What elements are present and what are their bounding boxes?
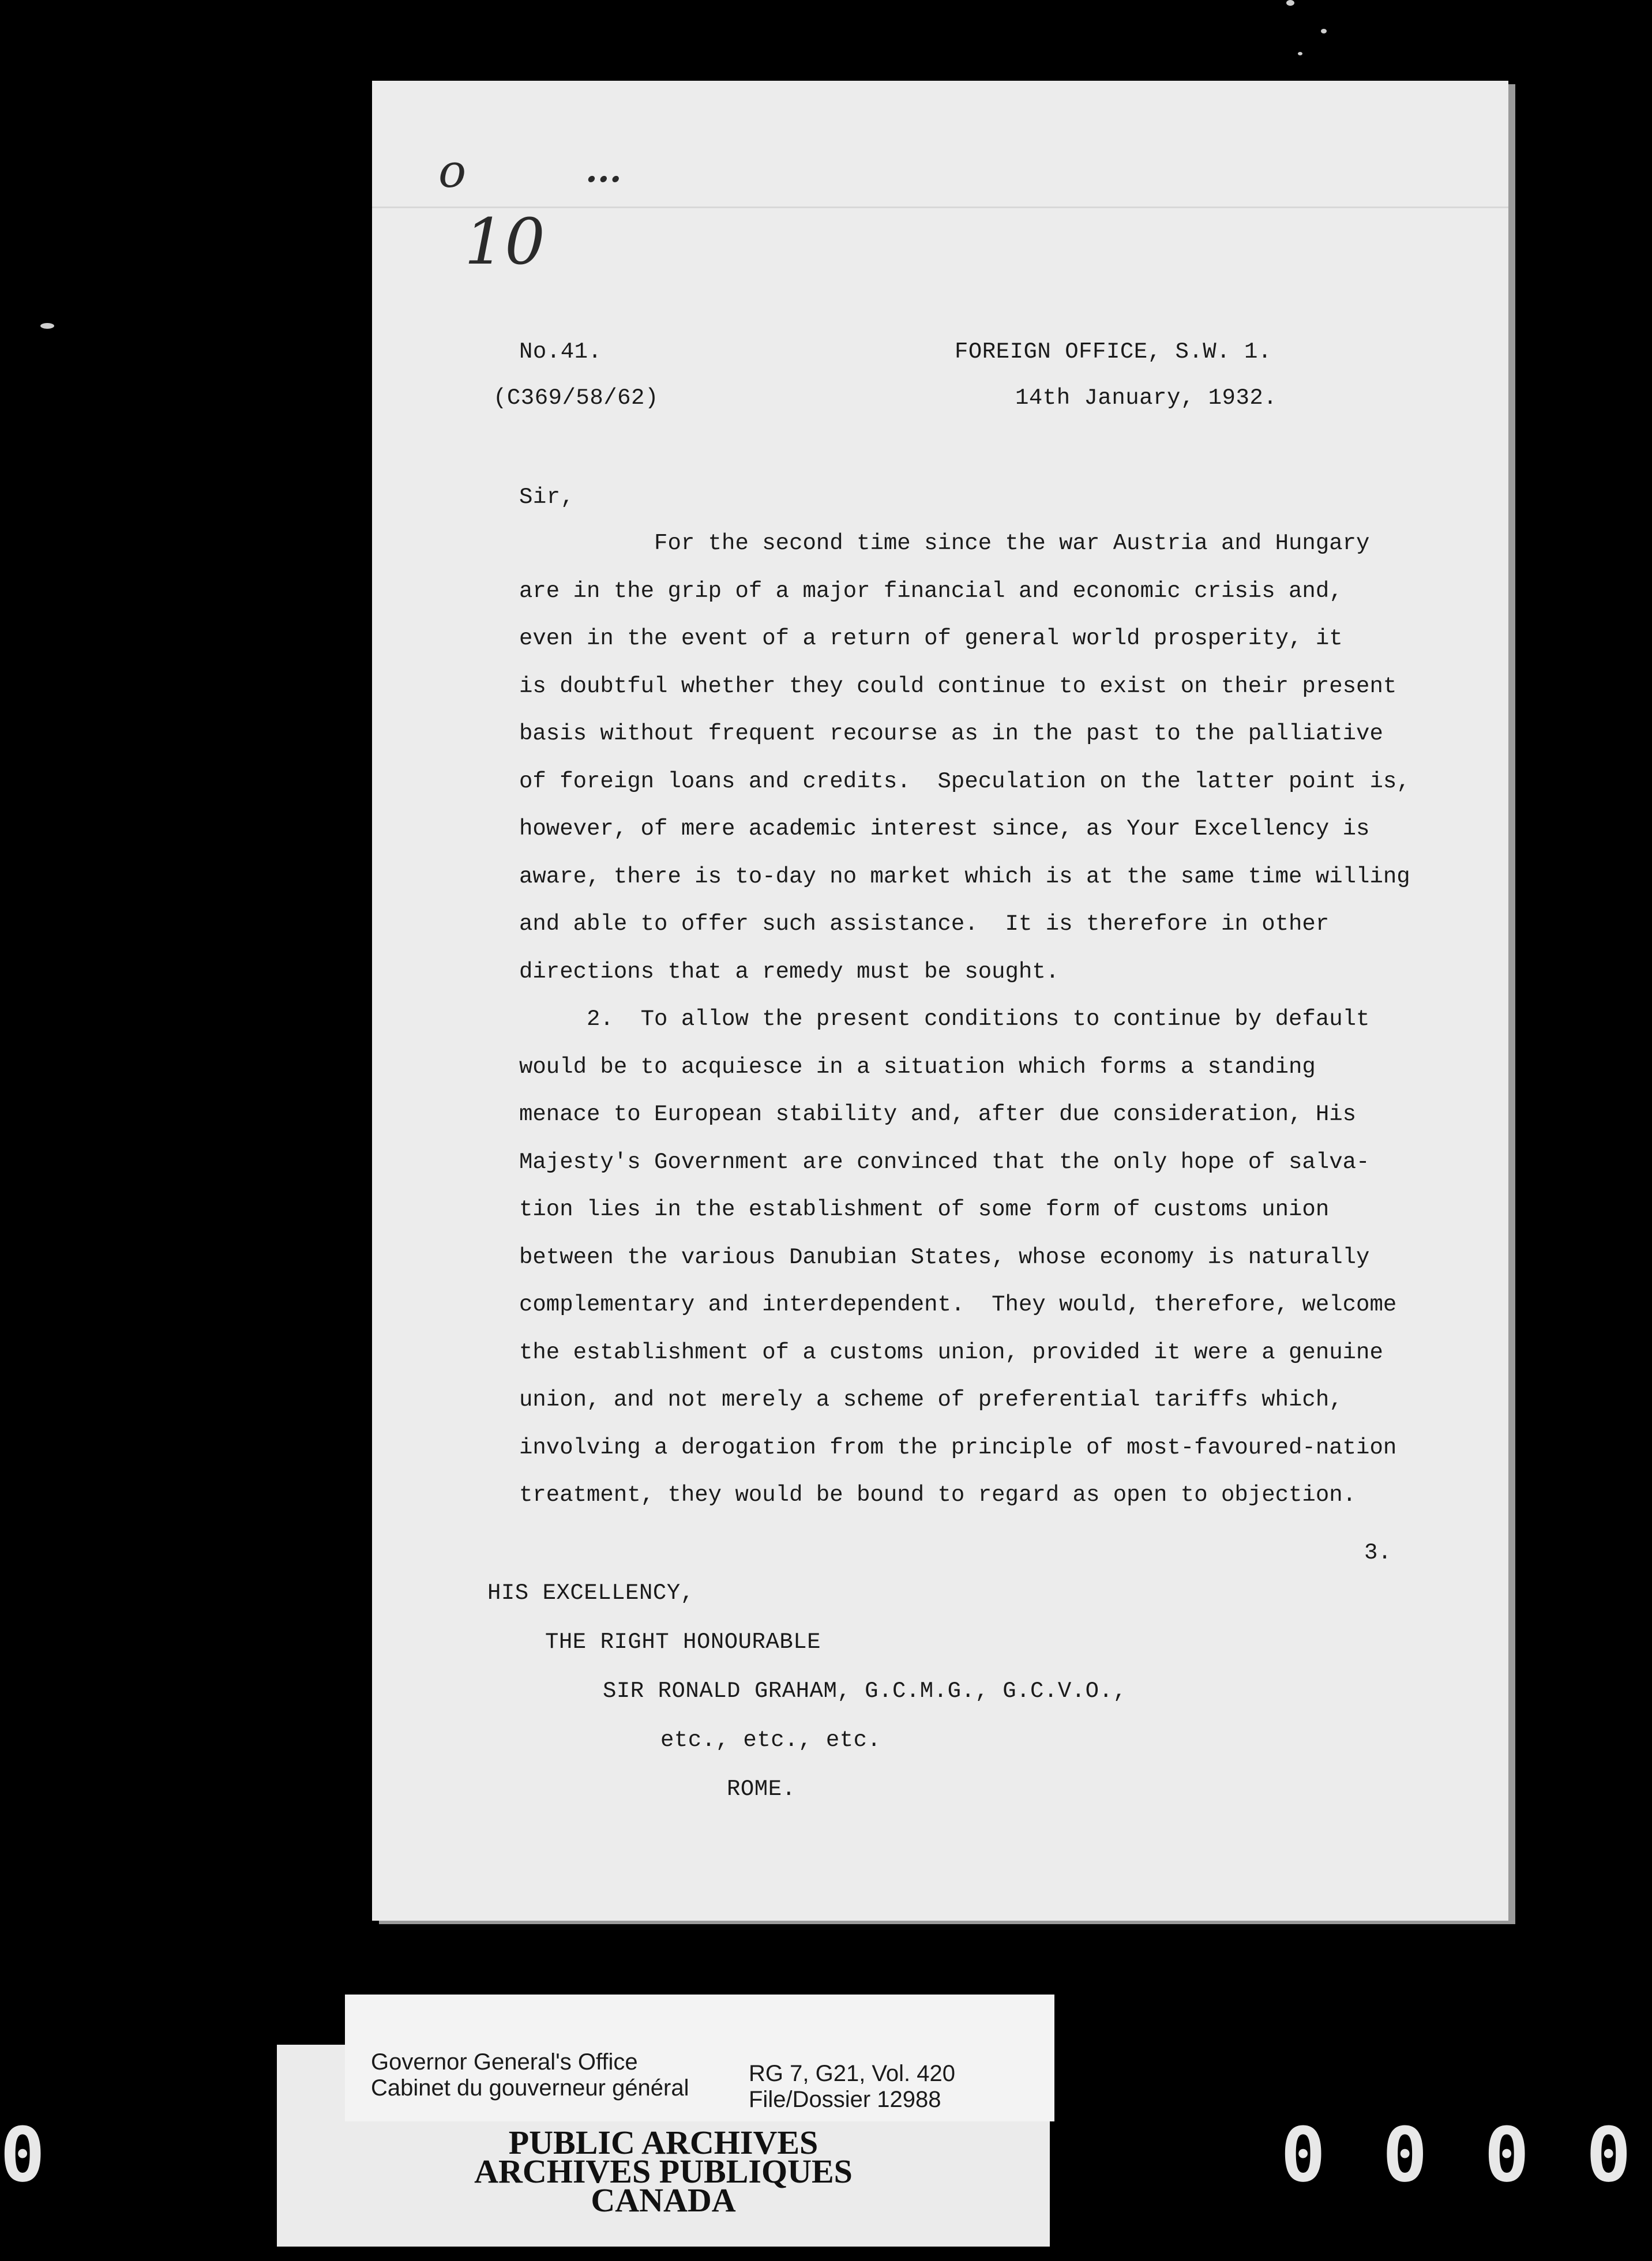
addressee-honorific: THE RIGHT HONOURABLE xyxy=(545,1629,821,1655)
body-line: treatment, they would be bound to regard as open to objection. xyxy=(519,1482,1357,1508)
handwritten-number: 10 xyxy=(464,205,545,279)
addressee-etc: etc., etc., etc. xyxy=(660,1727,881,1753)
film-speck xyxy=(1298,52,1302,55)
handwritten-dots: ... xyxy=(585,150,622,190)
dispatch-number: No.41. xyxy=(519,339,602,365)
archives-name-en: PUBLIC ARCHIVES xyxy=(508,2124,819,2161)
body-line: Majesty's Government are convinced that the only hope of salva- xyxy=(519,1150,1370,1175)
handwritten-mark-top: o xyxy=(438,144,467,198)
body-line: is doubtful whether they could continue to exist on their present xyxy=(519,674,1397,699)
body-line: tion lies in the establishment of some form of customs union xyxy=(519,1197,1330,1222)
office-name-fr: Cabinet du gouverneur général xyxy=(371,2075,689,2101)
record-group: RG 7, G21, Vol. 420 xyxy=(749,2061,955,2086)
letter-date: 14th January, 1932. xyxy=(1015,385,1278,411)
body-line: basis without frequent recourse as in the past to the palliative xyxy=(519,721,1383,746)
film-speck xyxy=(1286,0,1294,6)
frame-number-left: 0 xyxy=(0,2111,46,2199)
body-line: union, and not merely a scheme of preferential tariffs which, xyxy=(519,1387,1343,1413)
body-line: between the various Danubian States, whose economy is naturally xyxy=(519,1245,1370,1270)
office-address: FOREIGN OFFICE, S.W. 1. xyxy=(955,339,1272,365)
file-number: File/Dossier 12988 xyxy=(749,2087,941,2112)
body-line: are in the grip of a major financial and economic crisis and, xyxy=(519,579,1343,604)
office-name-en: Governor General's Office xyxy=(371,2049,638,2075)
body-line: would be to acquiesce in a situation which forms a standing xyxy=(519,1054,1316,1080)
body-line: directions that a remedy must be sought. xyxy=(519,959,1060,985)
body-line: of foreign loans and credits. Speculation on the latter point is, xyxy=(519,769,1410,794)
body-line: and able to offer such assistance. It is therefore in other xyxy=(519,911,1330,937)
body-line: complementary and interdependent. They would, therefore, welcome xyxy=(519,1292,1397,1317)
document-page xyxy=(372,81,1508,1921)
body-line: For the second time since the war Austria and Hungary xyxy=(519,531,1370,556)
body-line: the establishment of a customs union, provided it were a genuine xyxy=(519,1340,1383,1365)
addressee-title: HIS EXCELLENCY, xyxy=(487,1580,694,1606)
reference-label xyxy=(345,1995,1054,2121)
salutation: Sir, xyxy=(519,484,575,510)
film-speck xyxy=(40,323,54,329)
body-line: involving a derogation from the principle of most-favoured-nation xyxy=(519,1435,1397,1460)
next-page-marker: 3. xyxy=(1364,1540,1392,1565)
body-line: aware, there is to-day no market which is at the same time willing xyxy=(519,864,1410,889)
body-line: even in the event of a return of general world prosperity, it xyxy=(519,626,1343,651)
film-speck xyxy=(1321,29,1327,33)
archives-name-fr: ARCHIVES PUBLIQUES xyxy=(474,2153,853,2190)
frame-number-right: 0 0 0 0 xyxy=(1281,2111,1637,2199)
addressee-name: SIR RONALD GRAHAM, G.C.M.G., G.C.V.O., xyxy=(603,1678,1127,1704)
body-line: 2. To allow the present conditions to continue by default xyxy=(519,1006,1370,1032)
body-line: however, of mere academic interest since, as Your Excellency is xyxy=(519,816,1370,842)
file-reference: (C369/58/62) xyxy=(493,385,659,411)
archives-country: CANADA xyxy=(591,2181,736,2219)
body-line: menace to European stability and, after due consideration, His xyxy=(519,1102,1357,1127)
addressee-city: ROME. xyxy=(727,1776,796,1802)
